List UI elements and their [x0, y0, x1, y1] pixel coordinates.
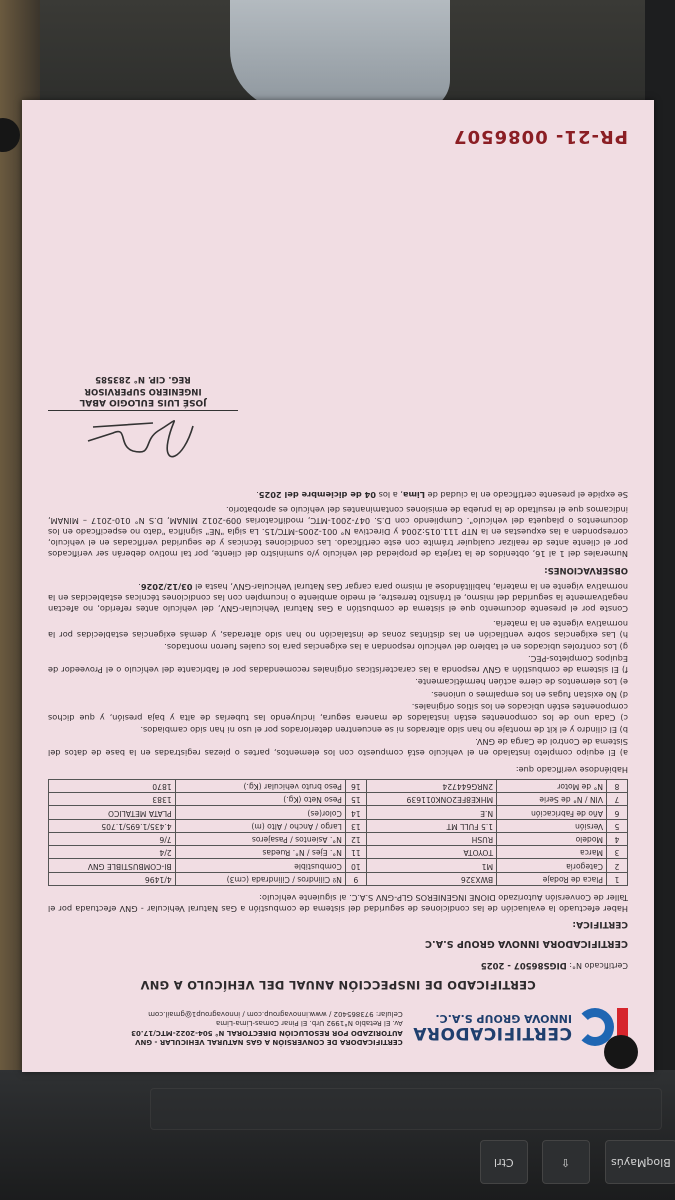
- logo-line-2: INNOVA GROUP S.A.C.: [435, 1012, 572, 1025]
- certificate-number: [48, 959, 628, 970]
- vehicle-cell-l1: Año de Fabricación: [497, 806, 607, 819]
- vehicle-cell-v1: TOYOTA: [366, 846, 496, 859]
- serial-number: PR-21- 0086507: [453, 126, 628, 148]
- vehicle-cell-n2: 14: [345, 806, 366, 819]
- vehicle-cell-v1: BWX326: [366, 872, 496, 885]
- verification-item: d) No existan fugas en los empalmes o uniones.: [431, 689, 628, 700]
- vehicle-cell-l2: N°. Asientos / Pasajeros: [175, 832, 345, 845]
- observaciones-text: Numerales del 1 al 16, obtenidos de la tarjeta de propiedad del vehículo y/o suministro del cliente, por tal motivo deberán ser verificados por el cliente antes de realizar cualquier trámite con este certificado. Las condiciones técnicas y de seguridad verificadas en el vehículo, corresponden a las expuestas en la NTP 111.015:2004 y Directiva N° 001-2005-MTC/15. La sigla "NE" significa "dato no especificado en los documentos o plaqueta del vehículo". Cumpliendo con D.S. 047-2001-MTC, modificatorias 009-2012 MINAM, D.S N° 010-2017 – MINAM, indicamos que el resultado de la prueba de emisiones contaminantes del vehículo es aprobatorio.: [48, 505, 628, 560]
- conclusion-date: 03/12/2026: [140, 582, 193, 592]
- vehicle-cell-l1: Marca: [497, 846, 607, 859]
- closing-city: Lima: [402, 490, 426, 501]
- logo-line-1: CERTIFICADORA: [412, 1023, 572, 1043]
- vehicle-cell-v2: 1870: [49, 779, 176, 792]
- vehicle-cell-n2: 11: [345, 846, 366, 859]
- document-header: [48, 1006, 628, 1048]
- vehicle-cell-n1: 3: [607, 846, 628, 859]
- signature-block: [48, 373, 628, 471]
- vehicle-cell-n1: 5: [607, 819, 628, 832]
- observaciones-heading: OBSERVACIONES:: [544, 564, 628, 575]
- vehicle-cell-n2: 12: [345, 832, 366, 845]
- vehicle-cell-v1: 1.5 FULL MT: [366, 819, 496, 832]
- vehicle-cell-l2: Combustible: [175, 859, 345, 872]
- header-line-1: CERTIFICADORA DE CONVERSIÓN A GAS NATURAL VEHICULAR - GNV: [135, 1038, 403, 1046]
- vehicle-cell-l2: Largo / Ancho / Alto (m): [175, 819, 345, 832]
- signer-role: INGENIERO SUPERVISOR: [84, 385, 202, 396]
- vehicle-cell-l1: N° de Motor: [497, 779, 607, 792]
- vehicle-cell-n2: 13: [345, 819, 366, 832]
- vehicle-cell-v1: MHKE8FE2ONK011639: [366, 793, 496, 806]
- vehicle-cell-v1: RUSH: [366, 832, 496, 845]
- certifica-heading: CERTIFICA:: [572, 919, 628, 930]
- verification-item: f) El sistema de combustión a GNV responda a las características originales recomendadas por el fabricante del vehículo o el Proveedor de Equipos Completos-PEC.: [48, 654, 628, 676]
- vehicle-row: [49, 846, 628, 859]
- verification-item: b) El cilindro y el kit de montaje no han sido alterados ni se encuentren deteriorados por el uso ni han sido cambiados.: [140, 724, 628, 735]
- vehicle-cell-v2: PLATA METALICO: [49, 806, 176, 819]
- vehicle-cell-l2: Peso Neto (Kg.): [175, 793, 345, 806]
- vehicle-cell-l1: Placa de Rodaje: [497, 872, 607, 885]
- verification-item: g) Los controles ubicados en el tablero del vehículo respondan a las exigencias para los cuales fueron montados.: [164, 642, 628, 653]
- closing-text-b: , a los: [375, 490, 403, 501]
- punch-hole: [604, 1035, 638, 1069]
- conclusion-text: Conste por el presente documento que el sistema de combustión a Gas Natural Vehicular-GNV, del vehículo antes referido, no afectan negativamente la seguridad del mismo, el tránsito terrestre, el medio ambiente o incumplen con las condiciones técnicas establecidas en la normativa vigente en la materia, habilitándose al mismo para cargar Gas Natural Vehicular-GNV, hasta el: [48, 582, 628, 615]
- vehicle-cell-n2: 16: [345, 779, 366, 792]
- vehicle-cell-l2: N°. Ejes / N°. Ruedas: [175, 846, 345, 859]
- vehicle-row: [49, 779, 628, 792]
- vehicle-row: [49, 872, 628, 885]
- vehicle-row: [49, 832, 628, 845]
- vehicle-cell-v2: 1383: [49, 793, 176, 806]
- background-cloth: [230, 0, 450, 110]
- vehicle-cell-n1: 1: [607, 872, 628, 885]
- closing-paragraph: Se expide el presente certificado en la ciudad de Lima, a los 04 de diciembre del 2025.: [256, 490, 628, 501]
- vehicle-cell-n2: 15: [345, 793, 366, 806]
- key-row: [150, 1088, 662, 1130]
- vehicle-cell-v2: BI-COMBUSTIBLE GNV: [49, 859, 176, 872]
- vehicle-cell-n2: 10: [345, 859, 366, 872]
- vehicle-row: [49, 806, 628, 819]
- vehicle-cell-n1: 2: [607, 859, 628, 872]
- verification-item: c) Cada uno de los componentes están instalados de manera segura, incluyendo las tuberías de alta y baja presión, y que dichos componentes estén ubicados en los sitios originales.: [48, 701, 628, 723]
- certificate-paper: [22, 100, 654, 1072]
- verified-intro: Habiéndose verificado que:: [515, 764, 628, 775]
- company-logo: [413, 1006, 628, 1048]
- vehicle-cell-l1: Modelo: [497, 832, 607, 845]
- document-title: CERTIFICADO DE INSPECCIÓN ANUAL DEL VEHÍCULO A GNV: [140, 978, 536, 992]
- vehicle-cell-l2: Nº Cilindros / Cilindrada (cm3): [175, 872, 345, 885]
- vehicle-cell-l1: Categoría: [497, 859, 607, 872]
- header-info: [131, 1008, 403, 1048]
- key-shift: ⇧: [542, 1140, 590, 1184]
- signature-icon: [73, 411, 213, 471]
- logo-text: [413, 1013, 572, 1041]
- vehicle-cell-n1: 7: [607, 793, 628, 806]
- vehicle-cell-v1: 2NRG644724: [366, 779, 496, 792]
- vehicle-cell-l2: Color(es): [175, 806, 345, 819]
- vehicle-row: [49, 793, 628, 806]
- vehicle-cell-v2: 7/6: [49, 832, 176, 845]
- header-line-2: AUTORIZADO POR RESOLUCIÓN DIRECTORAL N° 504-2022-MTC/17.03: [131, 1028, 403, 1037]
- verification-item: e) Los elementos de cierre actúen herméticamente.: [415, 677, 628, 688]
- conclusion-paragraph: Conste por el presente documento que el sistema de combustión a Gas Natural Vehicular-GNV, del vehículo antes referido, no afectan negativamente la seguridad del mismo, el tránsito terrestre, el medio ambiente o incumplen con las condiciones técnicas establecidas en la normativa vigente en la materia, habilitándose al mismo para cargar Gas Natural Vehicular-GNV, hasta el 03/12/2026.: [48, 582, 628, 615]
- company-name: CERTIFICADORA INNOVA GROUP S.A.C: [424, 938, 628, 950]
- vehicle-cell-l1: VIN / N° de Serie: [497, 793, 607, 806]
- vehicle-cell-v2: 4.435/1.695/1.705: [49, 819, 176, 832]
- vehicle-cell-v1: M1: [366, 859, 496, 872]
- signer: [48, 373, 238, 471]
- vehicle-cell-v2: 2/4: [49, 846, 176, 859]
- vehicle-cell-v2: 4/1496: [49, 872, 176, 885]
- certificate-number-value: DIGS86507 - 2025: [480, 960, 567, 971]
- verification-item: h) Las exigencias sobre ventilación en las distintas zonas de instalación no han sido alteradas, y demás exigencias establecidas por la normativa vigente en la materia.: [48, 619, 628, 641]
- header-line-3: Av. El Retablo N°1992 Urb. El Pinar Comas-Lima-Lima: [215, 1019, 403, 1028]
- certificate-number-label: Certificado N°:: [566, 961, 628, 971]
- verification-item: a) El equipo completo instalado en el vehículo está compuesto con los elementos, partes o piezas registradas en la base de datos del Sistema de Control de Carga de GNV.: [48, 736, 628, 758]
- vehicle-cell-n2: 9: [345, 872, 366, 885]
- verification-list: [48, 618, 628, 758]
- signer-name: JOSÉ LUIS EULOGIO ABAL: [48, 396, 238, 411]
- signer-registration: REG. CIP. N° 283585: [95, 374, 191, 385]
- vehicle-cell-l1: Versión: [497, 819, 607, 832]
- vehicle-cell-n1: 6: [607, 806, 628, 819]
- vehicle-row: [49, 859, 628, 872]
- key-capslock: BloqMayús: [605, 1140, 675, 1184]
- vehicle-table: [48, 779, 628, 886]
- laptop-keyboard: [150, 1088, 670, 1200]
- vehicle-row: [49, 819, 628, 832]
- vehicle-cell-n1: 4: [607, 832, 628, 845]
- header-line-4: Celular: 973865402 / www.innovagroup.com / innovagroup1@gmail.com: [148, 1009, 403, 1018]
- vehicle-cell-l2: Peso bruto vehicular (Kg.): [175, 779, 345, 792]
- closing-text-a: Se expide el presente certificado en la ciudad de: [425, 490, 628, 501]
- intro-paragraph: Haber efectuado la evaluación de las condiciones de seguridad del sistema de combustión a Gas Natural Vehicular - GNV efectuada por el Taller de Conversión Autorizado DIONE INGENIEROS GLP-GNV S.A.C. al siguiente vehículo:: [48, 893, 628, 915]
- vehicle-cell-n1: 8: [607, 779, 628, 792]
- closing-date: 04 de diciembre del 2025: [258, 490, 376, 501]
- key-ctrl: Ctrl: [480, 1140, 528, 1184]
- vehicle-cell-v1: N.E: [366, 806, 496, 819]
